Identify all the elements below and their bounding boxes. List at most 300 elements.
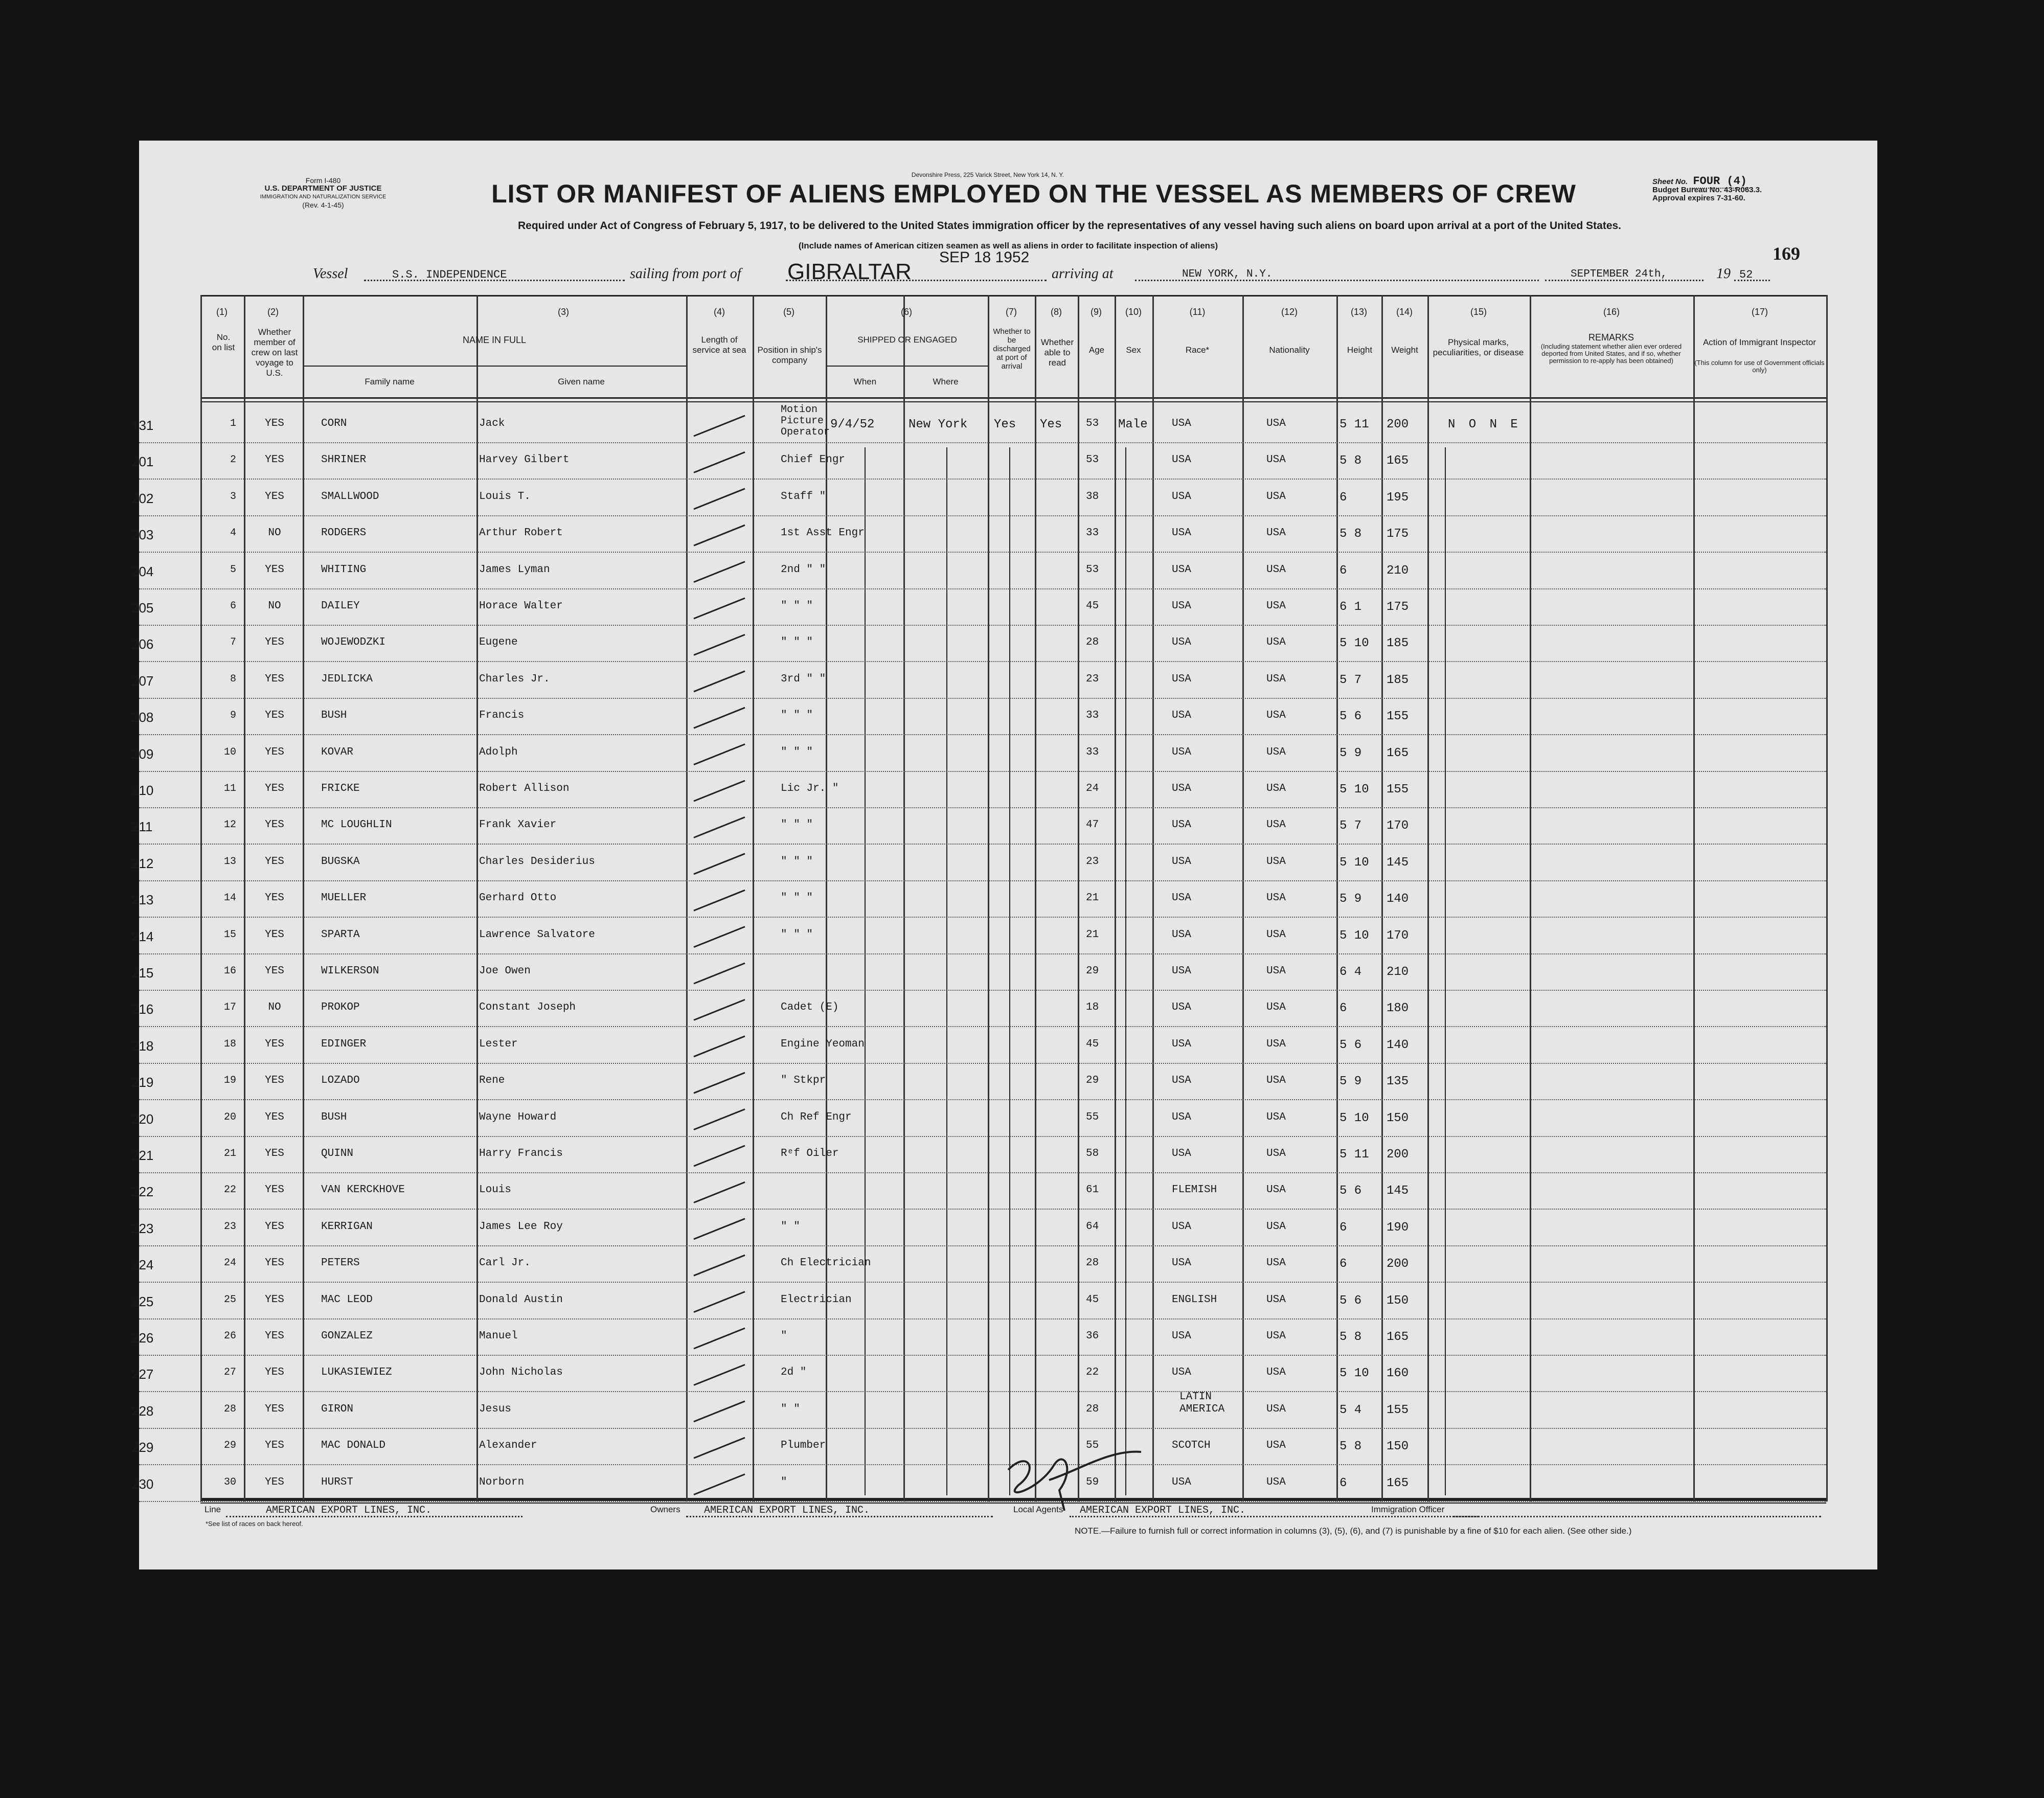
height: 5 11 xyxy=(1339,418,1369,431)
given-name: Charles Desiderius xyxy=(479,855,595,868)
height: 5 9 xyxy=(1339,892,1362,906)
form-number: Form I-480 xyxy=(305,176,341,185)
nationality: USA xyxy=(1266,490,1286,503)
service-dash-mark xyxy=(694,963,745,984)
family-name: FRICKE xyxy=(321,783,360,794)
revision: (Rev. 4-1-45) xyxy=(302,201,344,209)
race: USA xyxy=(1172,1148,1191,1159)
given-name: Adolph xyxy=(479,746,518,758)
ref-number: 201 xyxy=(131,454,154,470)
col-shipped: SHIPPED OR ENGAGED xyxy=(857,335,957,345)
column-number: (8) xyxy=(1051,307,1062,317)
given-name: James Lyman xyxy=(479,563,550,576)
column-number: (10) xyxy=(1125,307,1142,317)
race: USA xyxy=(1172,928,1191,941)
position: Ch Ref Engr xyxy=(781,1111,852,1123)
previous-voyage: YES xyxy=(265,746,284,758)
family-name: WOJEWODZKI xyxy=(321,636,386,649)
race: USA xyxy=(1172,600,1191,612)
previous-voyage: YES xyxy=(265,1148,284,1159)
race: USA xyxy=(1172,490,1191,503)
height: 6 xyxy=(1339,1002,1347,1016)
race: USA xyxy=(1172,527,1191,539)
ref-number: 209 xyxy=(131,746,154,762)
previous-voyage: NO xyxy=(268,1002,281,1014)
column-number: (2) xyxy=(267,307,279,317)
weight: 210 xyxy=(1387,965,1409,979)
ref-number: 208 xyxy=(131,710,154,725)
given-name: Robert Allison xyxy=(479,783,570,794)
height: 5 10 xyxy=(1339,1111,1369,1125)
age: 21 xyxy=(1086,928,1099,941)
family-name: SPARTA xyxy=(321,928,360,941)
given-name: Jesus xyxy=(479,1403,512,1415)
given-name: Louis T. xyxy=(479,490,531,503)
service-dash-mark xyxy=(694,817,745,837)
page-title: LIST OR MANIFEST OF ALIENS EMPLOYED ON THE VESSEL AS MEMBERS OF CREW xyxy=(491,179,1576,208)
vessel-label: Vessel xyxy=(313,266,348,282)
weight: 165 xyxy=(1387,454,1409,468)
age: 45 xyxy=(1086,1038,1099,1050)
position: 1st Asst Engr xyxy=(781,527,865,539)
position: 3rd " " xyxy=(781,673,826,685)
service-dash-mark xyxy=(694,890,745,911)
given-name: Carl Jr. xyxy=(479,1257,531,1269)
weight: 175 xyxy=(1387,527,1409,541)
col-race: Race* xyxy=(1185,345,1210,355)
col-where: Where xyxy=(933,377,959,386)
given-name: Harry Francis xyxy=(479,1148,563,1159)
nationality: USA xyxy=(1266,636,1286,649)
nationality: USA xyxy=(1266,563,1286,576)
list-number: 26 xyxy=(223,1330,236,1342)
column-number: (16) xyxy=(1603,307,1620,317)
age: 22 xyxy=(1086,1367,1099,1379)
age: 53 xyxy=(1086,418,1099,429)
age: 28 xyxy=(1086,636,1099,649)
column-number: (12) xyxy=(1281,307,1298,317)
height: 6 xyxy=(1339,1476,1347,1490)
race: USA xyxy=(1172,965,1191,977)
line-label: Line xyxy=(205,1505,221,1514)
nationality: USA xyxy=(1266,928,1286,941)
given-name: Frank Xavier xyxy=(479,819,557,831)
previous-voyage: NO xyxy=(268,527,281,539)
previous-voyage: YES xyxy=(265,1293,284,1306)
column-number: (4) xyxy=(714,307,725,317)
race: USA xyxy=(1172,418,1191,429)
service-dash-mark xyxy=(694,416,745,436)
weight: 185 xyxy=(1387,636,1409,651)
col-nationality: Nationality xyxy=(1269,345,1310,355)
family-name: VAN KERCKHOVE xyxy=(321,1184,405,1196)
age: 24 xyxy=(1086,783,1099,794)
list-number: 30 xyxy=(223,1476,236,1488)
family-name: WILKERSON xyxy=(321,965,379,977)
service-dash-mark xyxy=(694,1328,745,1349)
department: U.S. DEPARTMENT OF JUSTICE xyxy=(264,184,382,193)
height: 6 xyxy=(1339,1220,1347,1235)
given-name: Norborn xyxy=(479,1476,525,1488)
height: 5 8 xyxy=(1339,1330,1362,1344)
service-dash-mark xyxy=(694,854,745,874)
race: USA xyxy=(1172,819,1191,831)
given-name: Alexander xyxy=(479,1440,537,1452)
family-name: QUINN xyxy=(321,1148,354,1159)
officer-label: Immigration Officer xyxy=(1371,1505,1445,1514)
age: 18 xyxy=(1086,1002,1099,1014)
height: 5 8 xyxy=(1339,527,1362,541)
position: Cadet (E) xyxy=(781,1002,839,1014)
races-note: *See list of races on back hereof. xyxy=(206,1520,303,1528)
list-number: 24 xyxy=(223,1257,236,1269)
family-name: WHITING xyxy=(321,563,367,576)
age: 36 xyxy=(1086,1330,1099,1342)
race: USA xyxy=(1172,1330,1191,1342)
previous-voyage: YES xyxy=(265,1184,284,1196)
age: 38 xyxy=(1086,490,1099,503)
ref-number: 216 xyxy=(131,1002,154,1017)
previous-voyage: YES xyxy=(265,892,284,904)
nationality: USA xyxy=(1266,1367,1286,1379)
given-name: Constant Joseph xyxy=(479,1002,576,1014)
service-dash-mark xyxy=(694,598,745,619)
nationality: USA xyxy=(1266,819,1286,831)
weight: 145 xyxy=(1387,855,1409,870)
height: 6 4 xyxy=(1339,965,1362,979)
year-prefix: 19 xyxy=(1716,266,1731,282)
age: 59 xyxy=(1086,1476,1099,1488)
ref-number: 223 xyxy=(131,1220,154,1236)
column-number: (17) xyxy=(1751,307,1768,317)
family-name: CORN xyxy=(321,418,347,429)
service-dash-mark xyxy=(694,562,745,582)
previous-voyage: YES xyxy=(265,965,284,977)
given-name: Eugene xyxy=(479,636,518,649)
list-number: 18 xyxy=(223,1038,236,1050)
given-name: Horace Walter xyxy=(479,600,563,612)
position: " Stkpr xyxy=(781,1075,826,1087)
sheet-label: Sheet No. xyxy=(1652,177,1688,186)
previous-voyage: YES xyxy=(265,418,284,429)
list-number: 5 xyxy=(230,563,236,576)
race: LATIN AMERICA xyxy=(1179,1391,1225,1415)
position: " " " xyxy=(781,636,813,649)
service-dash-mark xyxy=(694,1073,745,1093)
height: 5 6 xyxy=(1339,1184,1362,1198)
height: 5 10 xyxy=(1339,928,1369,943)
family-name: MAC LEOD xyxy=(321,1293,373,1306)
family-name: MUELLER xyxy=(321,892,367,904)
family-name: RODGERS xyxy=(321,527,367,539)
ref-number: 203 xyxy=(131,527,154,543)
column-number: (14) xyxy=(1396,307,1413,317)
service-dash-mark xyxy=(694,525,745,545)
given-name: Jack xyxy=(479,418,505,429)
service-dash-mark xyxy=(694,1219,745,1239)
col-no-on-list: No. on list xyxy=(212,332,235,352)
nationality: USA xyxy=(1266,673,1286,685)
service-dash-mark xyxy=(694,1401,745,1422)
previous-voyage: YES xyxy=(265,1111,284,1123)
shipped-when: 9/4/52 xyxy=(830,418,875,431)
height: 5 10 xyxy=(1339,636,1369,651)
race: USA xyxy=(1172,673,1191,685)
position: Lic Jr. " xyxy=(781,783,839,794)
family-name: PETERS xyxy=(321,1257,360,1269)
given-name: Wayne Howard xyxy=(479,1111,557,1123)
race: USA xyxy=(1172,454,1191,466)
height: 5 11 xyxy=(1339,1148,1369,1162)
height: 6 1 xyxy=(1339,600,1362,614)
race: USA xyxy=(1172,1111,1191,1123)
ref-number: 205 xyxy=(131,600,154,616)
given-name: Francis xyxy=(479,710,525,722)
previous-voyage: YES xyxy=(265,783,284,794)
weight: 155 xyxy=(1387,1403,1409,1417)
service-dash-mark xyxy=(694,671,745,692)
col-action: Action of Immigrant Inspector xyxy=(1702,337,1816,347)
previous-voyage: NO xyxy=(268,600,281,612)
list-number: 7 xyxy=(230,636,236,649)
age: 53 xyxy=(1086,563,1099,576)
shipped-where: New York xyxy=(909,418,968,431)
age: 33 xyxy=(1086,710,1099,722)
list-number: 1 xyxy=(230,418,236,429)
nationality: USA xyxy=(1266,746,1286,758)
list-number: 4 xyxy=(230,527,236,539)
position: Plumber xyxy=(781,1440,826,1452)
family-name: JEDLICKA xyxy=(321,673,373,685)
list-number: 13 xyxy=(223,855,236,868)
column-number: (6) xyxy=(901,307,912,317)
height: 5 6 xyxy=(1339,710,1362,724)
col-height: Height xyxy=(1347,345,1373,355)
age: 23 xyxy=(1086,673,1099,685)
height: 5 7 xyxy=(1339,819,1362,833)
list-number: 28 xyxy=(223,1403,236,1415)
col-previous-voyage: Whether member of crew on last voyage to U.S. xyxy=(251,327,298,378)
nationality: USA xyxy=(1266,1293,1286,1306)
service-dash-mark xyxy=(694,634,745,655)
nationality: USA xyxy=(1266,1038,1286,1050)
race: USA xyxy=(1172,1002,1191,1014)
list-number: 20 xyxy=(223,1111,236,1123)
nationality: USA xyxy=(1266,527,1286,539)
height: 5 8 xyxy=(1339,1440,1362,1454)
given-name: Louis xyxy=(479,1184,512,1196)
age: 55 xyxy=(1086,1111,1099,1123)
family-name: BUSH xyxy=(321,1111,347,1123)
previous-voyage: YES xyxy=(265,1367,284,1379)
position: Chief Engr xyxy=(781,454,846,466)
col-position: Position in ship's company xyxy=(757,345,822,365)
previous-voyage: YES xyxy=(265,928,284,941)
height: 6 xyxy=(1339,490,1347,505)
previous-voyage: YES xyxy=(265,673,284,685)
ref-number: 206 xyxy=(131,636,154,652)
col-remarks: REMARKS xyxy=(1588,332,1634,343)
service-dash-mark xyxy=(694,1036,745,1057)
weight: 140 xyxy=(1387,1038,1409,1052)
family-name: BUSH xyxy=(321,710,347,722)
race: USA xyxy=(1172,1476,1191,1488)
race: USA xyxy=(1172,1038,1191,1050)
age: 47 xyxy=(1086,819,1099,831)
previous-voyage: YES xyxy=(265,1440,284,1452)
nationality: USA xyxy=(1266,1330,1286,1342)
ref-number: 213 xyxy=(131,892,154,908)
approval-expiry: Approval expires 7-31-60. xyxy=(1652,194,1745,202)
col-remarks-sub: (Including statement whether alien ever ordered deported from United States, and if so, whether permission to re-apply has been obtained) xyxy=(1540,343,1682,365)
weight: 140 xyxy=(1387,892,1409,906)
col-family-name: Family name xyxy=(365,377,415,386)
race: USA xyxy=(1172,746,1191,758)
list-number: 11 xyxy=(223,783,236,794)
service-dash-mark xyxy=(694,1182,745,1202)
family-name: PROKOP xyxy=(321,1002,360,1014)
age: 58 xyxy=(1086,1148,1099,1159)
position: 2nd " " xyxy=(781,563,826,576)
ref-number: 218 xyxy=(131,1038,154,1054)
position: " " " xyxy=(781,928,813,941)
family-name: DAILEY xyxy=(321,600,360,612)
manifest-sheet xyxy=(131,141,1877,1569)
weight: 200 xyxy=(1387,418,1409,431)
weight: 150 xyxy=(1387,1293,1409,1308)
ref-number: 212 xyxy=(131,855,154,871)
service-dash-mark xyxy=(694,1438,745,1458)
ref-number: 221 xyxy=(131,1148,154,1163)
height: 5 6 xyxy=(1339,1038,1362,1052)
race: FLEMISH xyxy=(1172,1184,1217,1196)
service: IMMIGRATION AND NATURALIZATION SERVICE xyxy=(260,194,387,200)
col-name-in-full: NAME IN FULL xyxy=(462,335,527,345)
height: 6 xyxy=(1339,563,1347,578)
previous-voyage: YES xyxy=(265,1330,284,1342)
column-number: (15) xyxy=(1470,307,1487,317)
col-when: When xyxy=(853,377,877,386)
weight: 165 xyxy=(1387,1476,1409,1490)
position: " " " xyxy=(781,892,813,904)
previous-voyage: YES xyxy=(265,1257,284,1269)
family-name: MC LOUGHLIN xyxy=(321,819,392,831)
list-number: 9 xyxy=(230,710,236,722)
given-name: Charles Jr. xyxy=(479,673,550,685)
budget-bureau: Budget Bureau No. 43-R063.3. xyxy=(1652,186,1762,194)
list-number: 15 xyxy=(223,928,236,941)
ref-number: 227 xyxy=(131,1367,154,1382)
agents-label: Local Agents xyxy=(1013,1505,1063,1514)
service-dash-mark xyxy=(694,1292,745,1312)
age: 33 xyxy=(1086,746,1099,758)
weight: 150 xyxy=(1387,1440,1409,1454)
nationality: USA xyxy=(1266,1148,1286,1159)
height: 5 10 xyxy=(1339,783,1369,796)
age: 45 xyxy=(1086,600,1099,612)
service-dash-mark xyxy=(694,999,745,1020)
nationality: USA xyxy=(1266,783,1286,794)
position: " " xyxy=(781,1220,800,1233)
list-number: 17 xyxy=(223,1002,236,1014)
weight: 155 xyxy=(1387,710,1409,724)
departure-port: GIBRALTAR xyxy=(787,259,912,284)
family-name: SHRINER xyxy=(321,454,367,466)
sheet-number: FOUR (4) xyxy=(1690,175,1750,189)
arriving-label: arriving at xyxy=(1052,266,1114,282)
col-sex: Sex xyxy=(1126,345,1141,355)
position: " " " xyxy=(781,819,813,831)
position: " " " xyxy=(781,600,813,612)
required-text: Required under Act of Congress of February 5, 1917, to be delivered to the United States immigration officer by the representatives of any vessel having such aliens on board upon arrival at a port of the United States. xyxy=(517,220,1622,232)
ref-number: 202 xyxy=(131,490,154,506)
page-number: 169 xyxy=(1773,243,1800,264)
given-name: John Nicholas xyxy=(479,1367,563,1379)
weight: 170 xyxy=(1387,928,1409,943)
age: 61 xyxy=(1086,1184,1099,1196)
height: 6 xyxy=(1339,1257,1347,1271)
nationality: USA xyxy=(1266,1184,1286,1196)
nationality: USA xyxy=(1266,710,1286,722)
weight: 160 xyxy=(1387,1367,1409,1381)
list-number: 14 xyxy=(223,892,236,904)
race: USA xyxy=(1172,1075,1191,1087)
ref-number: 214 xyxy=(131,928,154,944)
sex: Male xyxy=(1118,418,1148,431)
given-name: Joe Owen xyxy=(479,965,531,977)
inspector-signature xyxy=(1008,1452,1141,1511)
ref-number: 220 xyxy=(131,1111,154,1127)
list-number: 16 xyxy=(223,965,236,977)
include-text: (Include names of American citizen seamen as well as aliens in order to facilitate inspection of aliens) xyxy=(798,241,1218,251)
nationality: USA xyxy=(1266,1257,1286,1269)
height: 5 8 xyxy=(1339,454,1362,468)
column-number: (1) xyxy=(216,307,228,317)
col-physical: Physical marks, peculiarities, or disease xyxy=(1433,337,1524,357)
list-number: 3 xyxy=(230,490,236,503)
previous-voyage: YES xyxy=(265,1403,284,1415)
family-name: KERRIGAN xyxy=(321,1220,373,1233)
handwriting-marks xyxy=(139,141,1877,1569)
nationality: USA xyxy=(1266,1403,1286,1415)
weight: 165 xyxy=(1387,746,1409,760)
given-name: Gerhard Otto xyxy=(479,892,557,904)
race: USA xyxy=(1172,892,1191,904)
race: USA xyxy=(1172,1367,1191,1379)
position: Engine Yeoman xyxy=(781,1038,865,1050)
ref-number: 210 xyxy=(131,783,154,798)
age: 29 xyxy=(1086,965,1099,977)
family-name: LOZADO xyxy=(321,1075,360,1087)
col-action-sub: (This column for use of Government officials only) xyxy=(1694,359,1825,374)
previous-voyage: YES xyxy=(265,1075,284,1087)
previous-voyage: YES xyxy=(265,563,284,576)
col-length-service: Length of service at sea xyxy=(692,335,746,355)
ref-number: 219 xyxy=(131,1075,154,1090)
previous-voyage: YES xyxy=(265,490,284,503)
family-name: MAC DONALD xyxy=(321,1440,386,1452)
service-dash-mark xyxy=(694,1109,745,1130)
height: 5 10 xyxy=(1339,855,1369,870)
height: 5 4 xyxy=(1339,1403,1362,1417)
position: " " " xyxy=(781,855,813,868)
service-dash-mark xyxy=(694,781,745,801)
weight: 150 xyxy=(1387,1111,1409,1125)
height: 5 9 xyxy=(1339,746,1362,760)
arrival-port: NEW YORK, N.Y. xyxy=(1182,268,1273,280)
column-number: (11) xyxy=(1189,307,1206,317)
family-name: HURST xyxy=(321,1476,354,1488)
